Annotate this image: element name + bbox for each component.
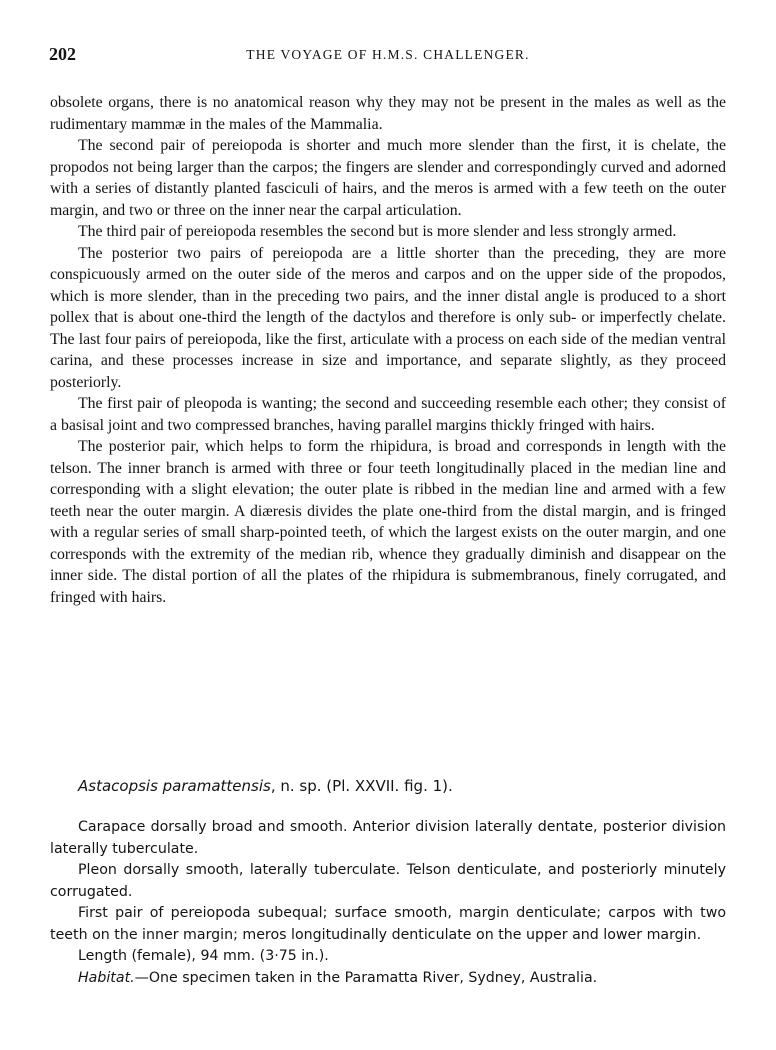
species-description: Pleon dorsally smooth, laterally tuberculate. Telson denticulate, and posteriorly minutely corrugated. — [50, 862, 726, 900]
paragraph: The second pair of pereiopoda is shorter and much more slender than the first, it is chelate, the propodos not being larger than the carpos; the fingers are slender and correspondingly curved and adorned with a series of distantly planted fasciculi of hairs, and the meros is armed with a few teeth on the outer margin, and two or three on the inner near the carpal articulation. — [50, 137, 726, 219]
paragraph: The first pair of pleopoda is wanting; the second and succeeding resemble each other; they consist of a basisal joint and two compressed branches, having parallel margins thickly fringed with hairs. — [50, 395, 726, 434]
species-heading — [78, 777, 726, 795]
species-habitat — [50, 968, 726, 990]
page-number: 202 — [49, 44, 76, 64]
species-name: Astacopsis paramattensis — [78, 777, 271, 795]
paragraph: The third pair of pereiopoda resembles the second but is more slender and less strongly armed. — [78, 223, 677, 240]
species-section — [50, 777, 726, 989]
running-title: THE VOYAGE OF H.M.S. CHALLENGER. — [246, 47, 530, 62]
body-text — [50, 92, 726, 608]
paragraph: The posterior pair, which helps to form the rhipidura, is broad and corresponds in length with the telson. The inner branch is armed with three or four teeth longitudinally placed in the median line and corresponding with a slight elevation; the outer plate is ribbed in the median line and armed with a few teeth near the outer margin. A diæresis divides the plate one-third from the distal margin, and is fringed with a regular series of small sharp-pointed teeth, of which the largest exists on the outer margin, and one corresponds with the extremity of the median rib, whence they gradually diminish and disappear on the inner side. The distal portion of all the plates of the rhipidura is submembranous, finely corrugated, and fringed with hairs. — [50, 438, 726, 606]
habitat-label: Habitat. — [78, 969, 135, 986]
paragraph: The posterior two pairs of pereiopoda are a little shorter than the preceding, they are more conspicuously armed on the outer side of the meros and carpos and on the upper side of the propodos, which is more slender, than in the preceding two pairs, and the inner distal angle is produced to a short pollex that is about one-third the length of the dactylos and therefore is only sub- or imperfectly chelate. The last four pairs of pereiopoda, like the first, articulate with a process on each side of the median ventral carina, and these processes increase in size and importance, and separate slightly, as they proceed posteriorly. — [50, 244, 726, 391]
species-description: Carapace dorsally broad and smooth. Anterior division laterally dentate, posterior division laterally tuberculate. — [50, 819, 726, 857]
species-plate-ref: , n. sp. (Pl. XXVII. fig. 1). — [270, 777, 453, 795]
species-description: Length (female), 94 mm. (3·75 in.). — [78, 948, 329, 964]
paragraph: obsolete organs, there is no anatomical reason why they may not be present in the males as well as the rudimentary mammæ in the males of the Mammalia. — [50, 94, 726, 133]
species-description: First pair of pereiopoda subequal; surface smooth, margin denticulate; carpos with two teeth on the inner margin; meros longitudinally denticulate on the upper and lower margin. — [50, 905, 726, 943]
page-header — [0, 44, 776, 68]
habitat-text: —One specimen taken in the Paramatta River, Sydney, Australia. — [134, 969, 598, 986]
